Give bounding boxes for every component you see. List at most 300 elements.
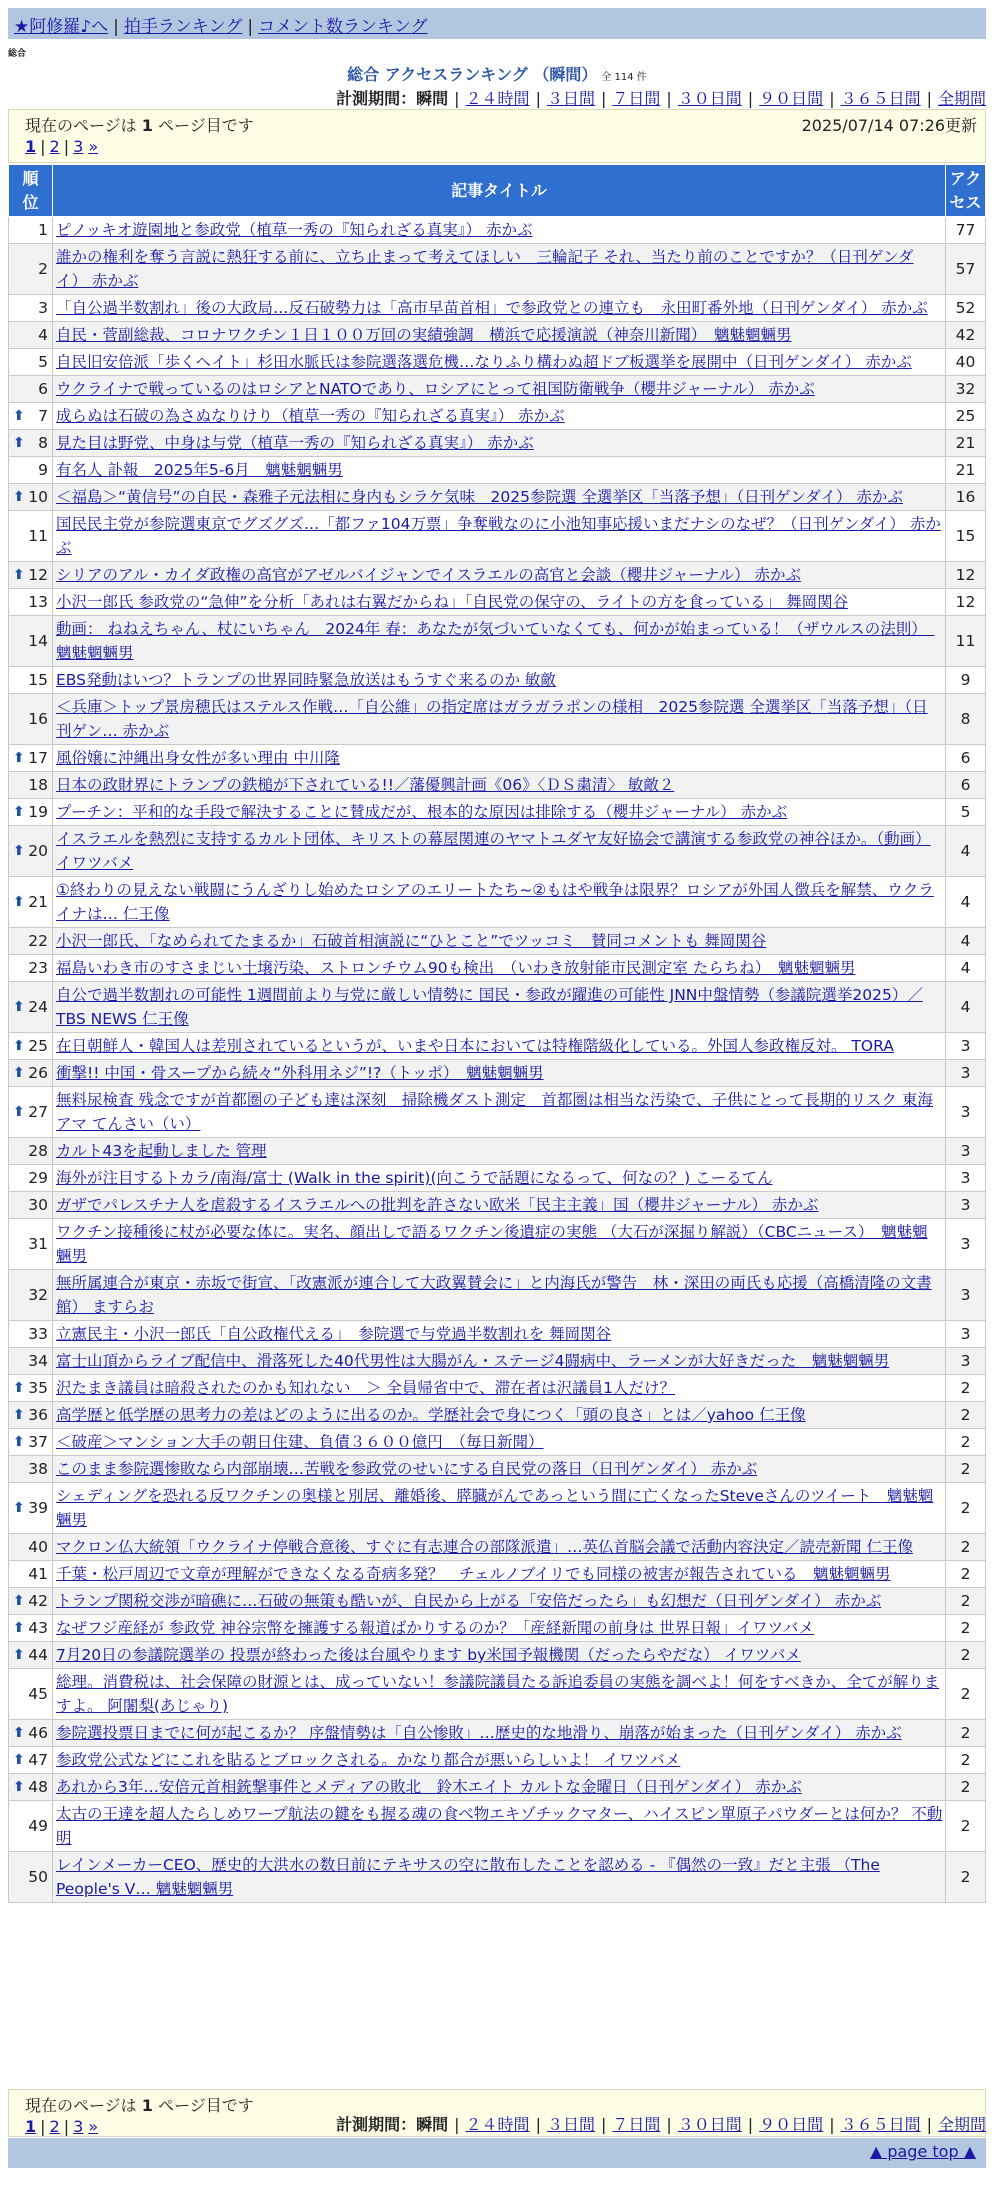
separator: | bbox=[454, 2115, 460, 2134]
period-link-0[interactable]: ２４時間 bbox=[465, 2115, 530, 2134]
table-row bbox=[9, 1348, 986, 1375]
article-title-link[interactable]: 参政党公式などにこれを貼るとブロックされる。かなり都合が悪いらしいよ！ イワツバメ bbox=[56, 1751, 681, 1769]
access-count-cell: 21 bbox=[946, 430, 986, 457]
access-count-cell: 3 bbox=[946, 1138, 986, 1165]
separator: | bbox=[829, 2115, 835, 2134]
rank-cell bbox=[9, 1060, 53, 1087]
article-title-link[interactable]: 7月20日の参議院選挙の 投票が終わった後は台風やります by米国予報機関（だったらやだな） イワツバメ bbox=[56, 1646, 801, 1664]
separator: | bbox=[600, 89, 607, 108]
rank-up-arrow-icon: ⬆ bbox=[13, 567, 25, 583]
title-cell bbox=[53, 1483, 946, 1534]
rank-cell bbox=[9, 1270, 53, 1321]
rank-cell bbox=[9, 1852, 53, 1903]
table-row bbox=[9, 1321, 986, 1348]
access-count-cell: 6 bbox=[946, 772, 986, 799]
article-title-link[interactable]: ＜破産＞マンション大手の朝日住建、負債３６００億円 （毎日新聞） bbox=[56, 1433, 544, 1451]
access-count-cell: 2 bbox=[946, 1375, 986, 1402]
rank-number: 7 bbox=[38, 407, 48, 425]
rank-up-arrow-icon: ⬆ bbox=[13, 1752, 25, 1768]
period-label: 計測期間： bbox=[336, 2115, 417, 2134]
period-selector-bottom bbox=[336, 2112, 986, 2135]
period-label: 計測期間： bbox=[336, 89, 417, 108]
rank-number: 30 bbox=[28, 1196, 48, 1214]
table-row bbox=[9, 1402, 986, 1429]
article-title-link[interactable]: あれから3年…安倍元首相銃撃事件とメディアの敗北 鈴木エイト カルトな金曜日（日刊ゲンダイ） 赤かぶ bbox=[56, 1778, 802, 1796]
rank-cell bbox=[9, 1588, 53, 1615]
access-count-cell: 32 bbox=[946, 376, 986, 403]
rank-number: 5 bbox=[38, 353, 48, 371]
article-title-link[interactable]: 高学歴と低学歴の思考力の差はどのように出るのか。学歴社会で身につく「頭の良さ」とは／yahoo 仁王像 bbox=[56, 1406, 806, 1424]
rank-number: 44 bbox=[28, 1646, 48, 1664]
rank-cell bbox=[9, 511, 53, 562]
rank-cell bbox=[9, 1483, 53, 1534]
table-row bbox=[9, 1534, 986, 1561]
separator: | bbox=[247, 17, 254, 37]
table-row bbox=[9, 616, 986, 667]
access-count-cell: 2 bbox=[946, 1456, 986, 1483]
page-info-panel bbox=[8, 109, 986, 163]
title-cell bbox=[53, 403, 946, 430]
article-title-link[interactable]: 小沢一郎氏 参政党の“急伸”を分析「あれは右翼だからね」「自民党の保守の、ライトの方を食っている」 舞岡関谷 bbox=[56, 593, 849, 611]
table-row bbox=[9, 1219, 986, 1270]
title-cell bbox=[53, 1060, 946, 1087]
next-page-link[interactable]: » bbox=[88, 2117, 99, 2136]
period-link-0[interactable]: ２４時間 bbox=[465, 89, 530, 108]
title-cell bbox=[53, 1669, 946, 1720]
article-title-link[interactable]: 自民・菅副総裁、コロナワクチン１日１００万回の実績強調 横浜で応援演説（神奈川新聞） 魑魅魍魎男 bbox=[56, 326, 792, 344]
article-title-link[interactable]: 成らぬは石破の為さぬなりけり（植草一秀の『知られざる真実』） 赤かぶ bbox=[56, 407, 565, 425]
rank-up-arrow-icon: ⬆ bbox=[13, 804, 25, 820]
table-row bbox=[9, 772, 986, 799]
article-title-link[interactable]: トランプ関税交渉が暗礁に…石破の無策も酷いが、自民から上がる「安倍だったら」も幻想だ（日刊ゲンダイ） 赤かぶ bbox=[56, 1592, 882, 1610]
article-title-link[interactable]: 富士山頂からライブ配信中、滑落死した40代男性は大腸がん・ステージ4闘病中、ラーメンが大好きだった 魑魅魍魎男 bbox=[56, 1352, 890, 1370]
title-cell bbox=[53, 982, 946, 1033]
table-row bbox=[9, 955, 986, 982]
separator: | bbox=[113, 17, 119, 37]
table-row bbox=[9, 877, 986, 928]
rank-cell bbox=[9, 1561, 53, 1588]
article-title-link[interactable]: 沢たまき議員は暗殺されたのかも知れない ＞ 全員帰省中で、滞在者は沢議員1人だけ？ bbox=[56, 1379, 675, 1397]
rank-cell bbox=[9, 589, 53, 616]
title-cell bbox=[53, 1774, 946, 1801]
rank-cell bbox=[9, 1747, 53, 1774]
rank-number: 23 bbox=[28, 959, 48, 977]
separator: | bbox=[40, 2117, 46, 2136]
rank-up-arrow-icon: ⬆ bbox=[13, 1593, 25, 1609]
rank-number: 20 bbox=[28, 842, 48, 860]
rank-up-arrow-icon: ⬆ bbox=[13, 1620, 25, 1636]
rank-cell bbox=[9, 1033, 53, 1060]
article-title-link[interactable]: ピノッキオ遊園地と参政党（植草一秀の『知られざる真実』） 赤かぶ bbox=[56, 221, 533, 239]
rank-number: 3 bbox=[38, 299, 48, 317]
table-row bbox=[9, 295, 986, 322]
title-cell bbox=[53, 616, 946, 667]
article-title-link[interactable]: カルト43を起動しました 管理 bbox=[56, 1142, 267, 1160]
rank-up-arrow-icon: ⬆ bbox=[13, 1104, 25, 1120]
article-title-link[interactable]: ウクライナで戦っているのはロシアとNATOであり、ロシアにとって祖国防衛戦争（櫻井ジャーナル） 赤かぶ bbox=[56, 380, 815, 398]
rank-cell bbox=[9, 1642, 53, 1669]
period-link-6[interactable]: 全期間 bbox=[937, 2115, 986, 2134]
access-count-cell: 4 bbox=[946, 877, 986, 928]
article-title-link[interactable]: 福島いわき市のすさまじい土壌汚染、ストロンチウム90も検出 （いわき放射能市民測定室 たらちね） 魑魅魍魎男 bbox=[56, 959, 856, 977]
title-cell bbox=[53, 484, 946, 511]
rank-cell bbox=[9, 616, 53, 667]
page-info-prefix: 現在のページは bbox=[25, 116, 137, 135]
article-title-link[interactable]: EBS発動はいつ？トランプの世界同時緊急放送はもうすぐ来るのか 敏敵 bbox=[56, 671, 556, 689]
table-row bbox=[9, 217, 986, 244]
period-link-3[interactable]: ３０日間 bbox=[677, 2115, 742, 2134]
table-row bbox=[9, 799, 986, 826]
rank-number: 35 bbox=[28, 1379, 48, 1397]
article-title-link[interactable]: 誰かの権利を奪う言説に熱狂する前に、立ち止まって考えてほしい 三輪記子 それ、当たり前のことですか？（日刊ゲンダイ） 赤かぶ bbox=[56, 248, 914, 290]
item-count: 全 114 件 bbox=[601, 72, 647, 83]
rank-cell bbox=[9, 928, 53, 955]
separator: | bbox=[535, 2115, 541, 2134]
article-title-link[interactable]: 「自公過半数割れ」後の大政局…反石破勢力は「高市早苗首相」で参政党との連立も 永田町番外地（日刊ゲンダイ） 赤かぶ bbox=[56, 299, 928, 317]
period-current: 瞬間 bbox=[416, 2115, 449, 2134]
table-row bbox=[9, 1774, 986, 1801]
rank-number: 14 bbox=[28, 632, 48, 650]
title-cell bbox=[53, 1852, 946, 1903]
title-cell bbox=[53, 799, 946, 826]
article-title-link[interactable]: マクロン仏大統領「ウクライナ停戦合意後、すぐに有志連合の部隊派遣」…英仏首脳会議で活動内容決定／読売新聞 仁王像 bbox=[56, 1538, 913, 1556]
title-cell bbox=[53, 772, 946, 799]
article-title-link[interactable]: 立憲民主・小沢一郎氏「自公政権代える」 参院選で与党過半数割れを 舞岡関谷 bbox=[56, 1325, 612, 1343]
next-page-link[interactable]: » bbox=[88, 137, 99, 156]
separator: | bbox=[747, 89, 754, 108]
rank-number: 33 bbox=[28, 1325, 48, 1343]
title-cell bbox=[53, 322, 946, 349]
article-title-link[interactable]: ワクチン接種後に杖が必要な体に。実名、顔出しで語るワクチン後遺症の実態 （大石が深掘り解説）（CBCニュース） 魑魅魍魎男 bbox=[56, 1223, 928, 1265]
updated-timestamp: 2025/07/14 07:26更新 bbox=[801, 116, 977, 135]
access-count-cell: 2 bbox=[946, 1852, 986, 1903]
table-row bbox=[9, 1642, 986, 1669]
article-title-link[interactable]: ガザでパレスチナ人を虐殺するイスラエルへの批判を許さない欧米「民主主義」国（櫻井ジャーナル） 赤かぶ bbox=[56, 1196, 819, 1214]
table-row bbox=[9, 1483, 986, 1534]
title-cell bbox=[53, 667, 946, 694]
table-row bbox=[9, 484, 986, 511]
rank-up-arrow-icon: ⬆ bbox=[13, 1725, 25, 1741]
table-row bbox=[9, 1801, 986, 1852]
rank-cell bbox=[9, 1534, 53, 1561]
ranking-heading bbox=[0, 62, 994, 85]
rank-cell bbox=[9, 694, 53, 745]
rank-cell bbox=[9, 1192, 53, 1219]
access-count-cell: 3 bbox=[946, 1219, 986, 1270]
article-title-link[interactable]: 日本の政財界にトランプの鉄槌が下されている!!／藩優興計画《06》〈ＤＳ粛清〉 敏敵２ bbox=[56, 776, 675, 794]
rank-cell bbox=[9, 1801, 53, 1852]
article-title-link[interactable]: プーチン：平和的な手段で解決することに賛成だが、根本的な原因は排除する（櫻井ジャーナル） 赤かぶ bbox=[56, 803, 788, 821]
period-link-5[interactable]: ３６５日間 bbox=[840, 2115, 921, 2134]
article-title-link[interactable]: 太古の王達を超人たらしめワープ航法の鍵をも握る魂の食べ物エキゾチックマター、ハイスピン單原子パウダーとは何か？ 不動明 bbox=[56, 1805, 943, 1847]
rank-up-arrow-icon: ⬆ bbox=[13, 489, 25, 505]
article-title-link[interactable]: 小沢一郎氏、「なめられてたまるか」石破首相演説に“ひとこと”でツッコミ 賛同コメントも 舞岡関谷 bbox=[56, 932, 767, 950]
page-link-2[interactable]: 2 bbox=[49, 2117, 60, 2136]
article-title-link[interactable]: ①終わりの見えない戦闘にうんざりし始めたロシアのエリートたち~②もはや戦争は限界？ロシアが外国人徴兵を解禁、ウクライナは… 仁王像 bbox=[56, 881, 934, 923]
rank-cell bbox=[9, 430, 53, 457]
access-count-cell: 2 bbox=[946, 1429, 986, 1456]
period-link-1[interactable]: ３日間 bbox=[546, 2115, 595, 2134]
rank-cell bbox=[9, 244, 53, 295]
separator: | bbox=[63, 137, 70, 156]
table-row bbox=[9, 1747, 986, 1774]
article-title-link[interactable]: 風俗嬢に沖縄出身女性が多い理由 中川隆 bbox=[56, 749, 340, 767]
article-title-link[interactable]: 見た目は野党、中身は与党（植草一秀の『知られざる真実』） 赤かぶ bbox=[56, 434, 534, 452]
title-cell bbox=[53, 826, 946, 877]
title-cell bbox=[53, 457, 946, 484]
table-row bbox=[9, 403, 986, 430]
rank-cell bbox=[9, 1321, 53, 1348]
access-count-cell: 11 bbox=[946, 616, 986, 667]
article-title-link[interactable]: 動画： ねねえちゃん、杖にいちゃん 2024年 春：あなたが気づいていなくても、何かが始まっている！（ザウルスの法則） 魑魅魍魎男 bbox=[56, 620, 935, 662]
table-row bbox=[9, 1060, 986, 1087]
rank-number: 39 bbox=[28, 1499, 48, 1517]
page-link-1[interactable]: 1 bbox=[25, 2117, 37, 2136]
title-cell bbox=[53, 1747, 946, 1774]
period-link-6[interactable]: 全期間 bbox=[937, 89, 986, 108]
rank-number: 28 bbox=[28, 1142, 48, 1160]
comment-ranking-link[interactable]: コメント数ランキング bbox=[258, 17, 428, 37]
title-cell bbox=[53, 694, 946, 745]
article-title-link[interactable]: 国民民主党が参院選東京でグズグズ…「都ファ104万票」争奪戦なのに小池知事応援いまだナシのなぜ？（日刊ゲンダイ） 赤かぶ bbox=[56, 515, 941, 557]
access-count-cell: 12 bbox=[946, 562, 986, 589]
period-current: 瞬間 bbox=[416, 89, 449, 108]
access-count-cell: 2 bbox=[946, 1747, 986, 1774]
access-count-cell: 2 bbox=[946, 1774, 986, 1801]
period-link-2[interactable]: ７日間 bbox=[612, 89, 661, 108]
access-count-cell: 4 bbox=[946, 955, 986, 982]
access-count-cell: 2 bbox=[946, 1669, 986, 1720]
rank-number: 25 bbox=[28, 1037, 48, 1055]
article-title-link[interactable]: 在日朝鮮人・韓国人は差別されているというが、いまや日本においては特権階級化している。外国人参政権反対。 TORA bbox=[56, 1037, 894, 1055]
article-title-link[interactable]: シェディングを恐れる反ワクチンの奥様と別居、離婚後、膵臓がんであっという間に亡くなったSteveさんのツイート 魑魅魍魎男 bbox=[56, 1487, 934, 1529]
rank-cell bbox=[9, 877, 53, 928]
rank-cell bbox=[9, 1429, 53, 1456]
rank-cell bbox=[9, 955, 53, 982]
page-link-3[interactable]: 3 bbox=[73, 2117, 84, 2136]
rank-number: 29 bbox=[28, 1169, 48, 1187]
article-title-link[interactable]: 自民旧安倍派「歩くヘイト」杉田水脈氏は参院選落選危機…なりふり構わぬ超ドブ板選挙を展開中（日刊ゲンダイ） 赤かぶ bbox=[56, 353, 912, 371]
title-cell bbox=[53, 877, 946, 928]
rank-up-arrow-icon: ⬆ bbox=[13, 408, 25, 424]
table-row bbox=[9, 1588, 986, 1615]
access-count-cell: 2 bbox=[946, 1720, 986, 1747]
page-info-suffix: ページ目です bbox=[158, 2096, 254, 2115]
period-link-5[interactable]: ３６５日間 bbox=[840, 89, 921, 108]
access-count-cell: 16 bbox=[946, 484, 986, 511]
article-title-link[interactable]: 無料尿検査 残念ですが首都圏の子ども達は深刻 掃除機ダスト測定 首都圏は相当な汚染で、子供にとって長期的リスク 東海アマ てんさい（い） bbox=[56, 1091, 933, 1133]
separator: | bbox=[666, 2115, 672, 2134]
table-row bbox=[9, 457, 986, 484]
access-count-cell: 8 bbox=[946, 694, 986, 745]
period-link-1[interactable]: ３日間 bbox=[546, 89, 595, 108]
rank-number: 31 bbox=[28, 1235, 48, 1253]
rank-number: 46 bbox=[28, 1724, 48, 1742]
article-title-link[interactable]: 有名人 訃報 2025年5-6月 魑魅魍魎男 bbox=[56, 461, 343, 479]
title-cell bbox=[53, 1642, 946, 1669]
table-row bbox=[9, 1429, 986, 1456]
rank-number: 26 bbox=[28, 1064, 48, 1082]
ashura-home-link[interactable]: ★阿修羅♪へ bbox=[14, 17, 109, 37]
title-cell bbox=[53, 745, 946, 772]
period-link-4[interactable]: ９０日間 bbox=[759, 89, 824, 108]
article-title-link[interactable]: 総理。消費税は、社会保障の財源とは、成っていない！参議院議員たる訴追委員の実態を調べよ！何をすべきか、全てが解りますよ。 阿闍梨(あじゃり) bbox=[56, 1673, 940, 1715]
rank-number: 50 bbox=[28, 1868, 48, 1886]
access-count-cell: 25 bbox=[946, 403, 986, 430]
access-count-cell: 3 bbox=[946, 1348, 986, 1375]
title-cell bbox=[53, 349, 946, 376]
page-title: 総合 アクセスランキング （瞬間） bbox=[347, 65, 598, 84]
access-count-cell: 12 bbox=[946, 589, 986, 616]
ranking-rows bbox=[9, 217, 986, 1903]
rank-number: 45 bbox=[28, 1685, 48, 1703]
period-selector bbox=[336, 86, 986, 109]
table-row bbox=[9, 322, 986, 349]
access-count-cell: 5 bbox=[946, 799, 986, 826]
separator: | bbox=[63, 2117, 70, 2136]
period-link-4[interactable]: ９０日間 bbox=[759, 2115, 824, 2134]
rank-cell bbox=[9, 826, 53, 877]
access-count-cell: 2 bbox=[946, 1615, 986, 1642]
title-cell bbox=[53, 430, 946, 457]
rank-cell bbox=[9, 799, 53, 826]
title-cell bbox=[53, 1801, 946, 1852]
table-row bbox=[9, 1852, 986, 1903]
access-count-cell: 4 bbox=[946, 826, 986, 877]
table-row bbox=[9, 1087, 986, 1138]
article-title-link[interactable]: ＜兵庫＞トップ景房穂氏はステルス作戦…「自公維」の指定席はガラガラポンの様相 2025参院選 全選挙区「当落予想」（日刊ゲン… 赤かぶ bbox=[56, 698, 928, 740]
rank-cell bbox=[9, 1615, 53, 1642]
rank-cell bbox=[9, 1165, 53, 1192]
rank-number: 24 bbox=[28, 998, 48, 1016]
separator: | bbox=[926, 89, 932, 108]
article-title-link[interactable]: なぜフジ産経が 参政党 神谷宗幣を擁護する報道ばかりするのか？「産経新聞の前身は 世界日報」イワツバメ bbox=[56, 1619, 814, 1637]
rank-up-arrow-icon: ⬆ bbox=[13, 1500, 25, 1516]
count-column-header: アクセス bbox=[946, 165, 986, 217]
title-cell bbox=[53, 244, 946, 295]
rank-up-arrow-icon: ⬆ bbox=[13, 894, 25, 910]
rank-up-arrow-icon: ⬆ bbox=[13, 999, 25, 1015]
access-count-cell: 2 bbox=[946, 1483, 986, 1534]
access-count-cell: 9 bbox=[946, 667, 986, 694]
rank-number: 40 bbox=[28, 1538, 48, 1556]
rank-number: 48 bbox=[28, 1778, 48, 1796]
access-count-cell: 57 bbox=[946, 244, 986, 295]
access-count-cell: 2 bbox=[946, 1561, 986, 1588]
article-title-link[interactable]: レインメーカーCEO、歴史的大洪水の数日前にテキサスの空に散布したことを認める - 『偶然の一致』だと主張 （The People's V… 魑魅魍魎男 bbox=[56, 1856, 880, 1898]
access-count-cell: 42 bbox=[946, 322, 986, 349]
table-header-row bbox=[9, 165, 986, 217]
page-link-3[interactable]: 3 bbox=[73, 137, 84, 156]
table-row bbox=[9, 1270, 986, 1321]
rank-up-arrow-icon: ⬆ bbox=[13, 1380, 25, 1396]
article-title-link[interactable]: このまま参院選惨敗なら内部崩壊…苦戦を参政党のせいにする自民党の落日（日刊ゲンダイ） 赤かぶ bbox=[56, 1460, 758, 1478]
page-link-2[interactable]: 2 bbox=[49, 137, 60, 156]
separator: | bbox=[829, 89, 835, 108]
rank-cell bbox=[9, 1348, 53, 1375]
table-row bbox=[9, 430, 986, 457]
access-count-cell: 2 bbox=[946, 1588, 986, 1615]
article-title-link[interactable]: シリアのアル・カイダ政権の高官がアゼルバイジャンでイスラエルの高官と会談（櫻井ジャーナル） 赤かぶ bbox=[56, 566, 802, 584]
article-title-link[interactable]: 衝撃!! 中国・骨スープから続々“外科用ネジ”!?（トッポ） 魑魅魍魎男 bbox=[56, 1064, 544, 1082]
access-count-cell: 6 bbox=[946, 745, 986, 772]
rank-up-arrow-icon: ⬆ bbox=[13, 1779, 25, 1795]
rank-up-arrow-icon: ⬆ bbox=[13, 1038, 25, 1054]
access-count-cell: 3 bbox=[946, 1192, 986, 1219]
clap-ranking-link[interactable]: 拍手ランキング bbox=[123, 17, 243, 37]
rank-cell bbox=[9, 484, 53, 511]
title-cell bbox=[53, 376, 946, 403]
article-title-link[interactable]: 参院選投票日までに何が起こるか？ 序盤情勢は「自公惨敗」…歴史的な地滑り、崩落が始まった（日刊ゲンダイ） 赤かぶ bbox=[56, 1724, 902, 1742]
title-cell bbox=[53, 928, 946, 955]
table-row bbox=[9, 1669, 986, 1720]
rank-cell bbox=[9, 1138, 53, 1165]
table-row bbox=[9, 1033, 986, 1060]
rank-number: 10 bbox=[28, 488, 48, 506]
access-count-cell: 4 bbox=[946, 928, 986, 955]
table-row bbox=[9, 928, 986, 955]
rank-cell bbox=[9, 403, 53, 430]
period-link-3[interactable]: ３０日間 bbox=[677, 89, 742, 108]
separator: | bbox=[40, 137, 46, 156]
title-cell bbox=[53, 1456, 946, 1483]
table-row bbox=[9, 1615, 986, 1642]
rank-cell bbox=[9, 1219, 53, 1270]
rank-number: 32 bbox=[28, 1286, 48, 1304]
page-top-link[interactable]: ▲ page top ▲ bbox=[869, 2142, 976, 2161]
separator: | bbox=[535, 89, 541, 108]
rank-number: 49 bbox=[28, 1817, 48, 1835]
title-cell bbox=[53, 955, 946, 982]
period-link-2[interactable]: ７日間 bbox=[612, 2115, 661, 2134]
title-cell bbox=[53, 217, 946, 244]
access-count-cell: 77 bbox=[946, 217, 986, 244]
access-count-cell: 2 bbox=[946, 1402, 986, 1429]
table-row bbox=[9, 376, 986, 403]
page-info-prefix: 現在のページは bbox=[25, 2096, 137, 2115]
rank-number: 18 bbox=[28, 776, 48, 794]
table-row bbox=[9, 349, 986, 376]
bottom-bar bbox=[8, 2138, 986, 2168]
article-title-link[interactable]: 海外が注目するトカラ/南海/富士 (Walk in the spirit)(向こうで話題になるって、何なの？) こーるてん bbox=[56, 1169, 773, 1187]
rank-up-arrow-icon: ⬆ bbox=[13, 435, 25, 451]
separator: | bbox=[926, 2115, 932, 2134]
title-cell bbox=[53, 1561, 946, 1588]
access-count-cell: 21 bbox=[946, 457, 986, 484]
page-info-suffix: ページ目です bbox=[158, 116, 254, 135]
table-row bbox=[9, 244, 986, 295]
rank-cell bbox=[9, 667, 53, 694]
rank-number: 36 bbox=[28, 1406, 48, 1424]
rank-cell bbox=[9, 1456, 53, 1483]
rank-number: 4 bbox=[38, 326, 48, 344]
title-cell bbox=[53, 295, 946, 322]
rank-number: 27 bbox=[28, 1103, 48, 1121]
rank-number: 34 bbox=[28, 1352, 48, 1370]
article-title-link[interactable]: イスラエルを熱烈に支持するカルト団体、キリストの幕屋関連のヤマトユダヤ友好協会で講演する参政党の神谷ほか。（動画） イワツバメ bbox=[56, 830, 931, 872]
article-title-link[interactable]: 自公で過半数割れの可能性 1週間前より与党に厳しい情勢に 国民・参政が躍進の可能性 JNN中盤情勢（参議院選挙2025）／TBS NEWS 仁王像 bbox=[56, 986, 923, 1028]
article-title-link[interactable]: 千葉・松戸周辺で文章が理解ができなくなる奇病多発？ チェルノブイリでも同様の被害が報告されている 魑魅魍魎男 bbox=[56, 1565, 891, 1583]
separator: | bbox=[600, 2115, 607, 2134]
article-title-link[interactable]: 無所属連合が東京・赤坂で街宣、「改憲派が連合して大政翼賛会に」と内海氏が警告 林・深田の両氏も応援（高橋清隆の文書館） ますらお bbox=[56, 1274, 932, 1316]
rank-number: 22 bbox=[28, 932, 48, 950]
page-link-1[interactable]: 1 bbox=[25, 137, 37, 156]
rank-number: 12 bbox=[28, 566, 48, 584]
table-row bbox=[9, 826, 986, 877]
rank-number: 16 bbox=[28, 710, 48, 728]
article-title-link[interactable]: ＜福島＞“黄信号”の自民・森雅子元法相に身内もシラケ気味 2025参院選 全選挙区「当落予想」（日刊ゲンダイ） 赤かぶ bbox=[56, 488, 903, 506]
rank-cell bbox=[9, 745, 53, 772]
